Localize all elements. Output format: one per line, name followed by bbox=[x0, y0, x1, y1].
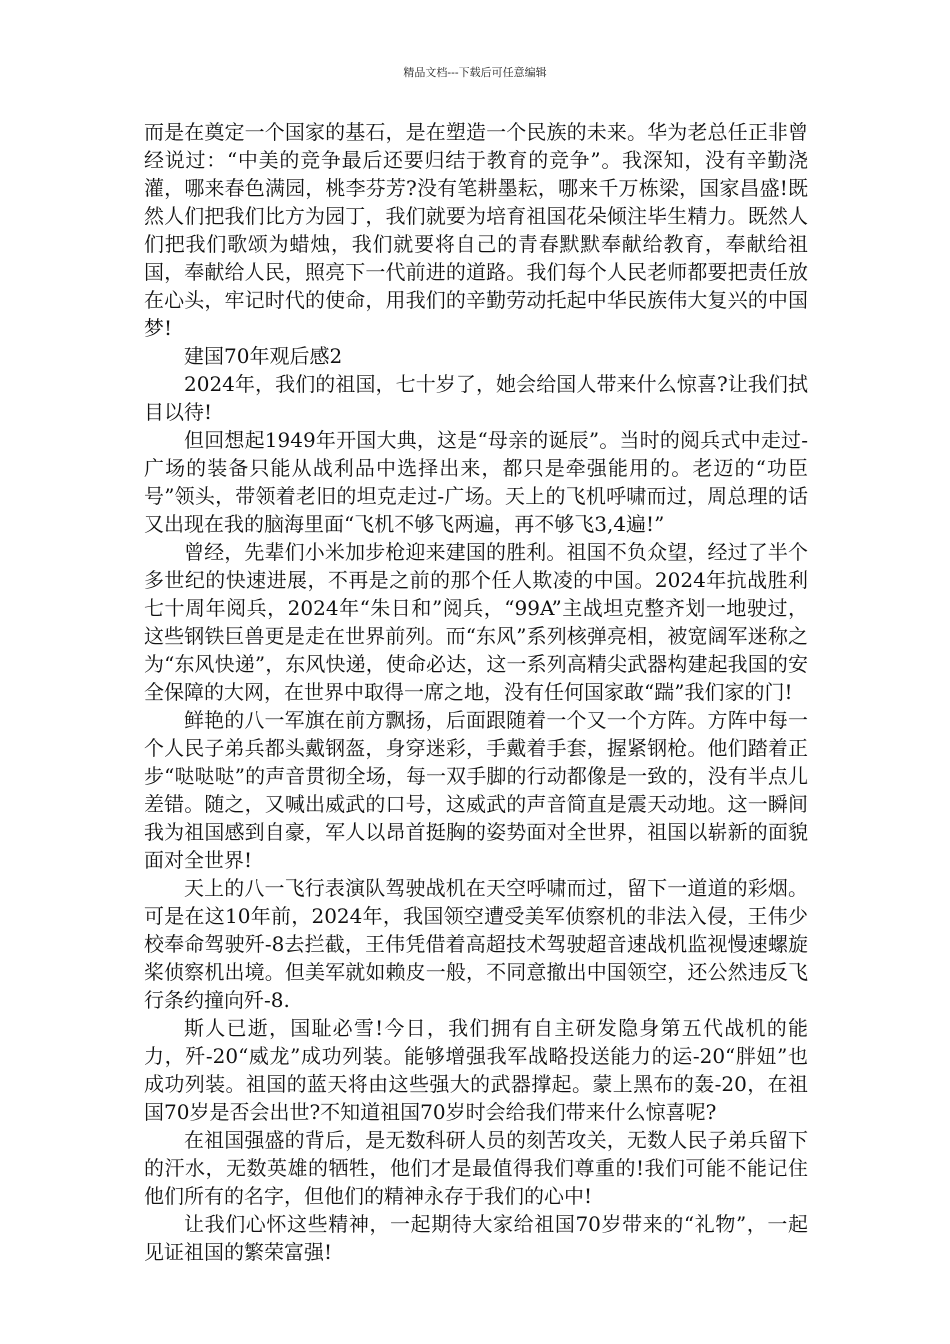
paragraph: 斯人已逝，国耻必雪!今日，我们拥有自主研发隐身第五代战机的能力，歼-20“威龙”成功列装。能够增强我军战略投送能力的运-20“胖妞”也成功列装。祖国的蓝天将由这些强大的武器撑起。蒙上黑布的轰-20，在祖国70岁是否会出世?不知道祖国70岁时会给我们带来什么惊喜呢? bbox=[144, 1016, 808, 1124]
paragraph: 鲜艳的八一军旗在前方飘扬，后面跟随着一个又一个方阵。方阵中每一个人民子弟兵都头戴钢盔，身穿迷彩，手戴着手套，握紧钢枪。他们踏着正步“哒哒哒”的声音贯彻全场，每一双手脚的行动都像是一致的，没有半点儿差错。随之，又喊出威武的口号，这威武的声音简直是震天动地。这一瞬间我为祖国感到自豪，军人以昂首挺胸的姿势面对全世界，祖国以崭新的面貌面对全世界! bbox=[144, 708, 808, 872]
paragraph: 让我们心怀这些精神，一起期待大家给祖国70岁带来的“礼物”，一起见证祖国的繁荣富强! bbox=[144, 1212, 808, 1264]
paragraph: 但回想起1949年开国大典，这是“母亲的诞辰”。当时的阅兵式中走过-广场的装备只能从战利品中选择出来，都只是牵强能用的。老迈的“功臣号”领头，带领着老旧的坦克走过-广场。天上的飞机呼啸而过，周总理的话又出现在我的脑海里面“飞机不够飞两遍，再不够飞3,4遍!” bbox=[144, 428, 808, 536]
section-heading: 建国70年观后感2 bbox=[184, 344, 343, 368]
paragraph: 2024年，我们的祖国，七十岁了，她会给国人带来什么惊喜?让我们拭目以待! bbox=[144, 372, 808, 424]
page-header: 精品文档---下载后可任意编辑 bbox=[403, 66, 547, 79]
document-body bbox=[144, 118, 808, 1266]
paragraph: 天上的八一飞行表演队驾驶战机在天空呼啸而过，留下一道道的彩烟。可是在这10年前，2024年，我国领空遭受美军侦察机的非法入侵，王伟少校奉命驾驶歼-8去拦截，王伟凭借着高超技术驾驶超音速战机监视慢速螺旋桨侦察机出境。但美军就如赖皮一般，不同意撤出中国领空，还公然违反飞行条约撞向歼-8. bbox=[144, 876, 808, 1012]
paragraph: 曾经，先辈们小米加步枪迎来建国的胜利。祖国不负众望，经过了半个多世纪的快速进展，不再是之前的那个任人欺凌的中国。2024年抗战胜利七十周年阅兵，2024年“朱日和”阅兵，“99A”主战坦克整齐划一地驶过，这些钢铁巨兽更是走在世界前列。而“东风”系列核弹亮相，被宽阔军迷称之为“东风快递”，东风快递，使命必达，这一系列高精尖武器构建起我国的安全保障的大网，在世界中取得一席之地，没有任何国家敢“踹”我们家的门! bbox=[144, 540, 808, 704]
paragraph-continuation: 而是在奠定一个国家的基石，是在塑造一个民族的未来。华为老总任正非曾经说过：“中美的竞争最后还要归结于教育的竞争”。我深知，没有辛勤浇灌，哪来春色满园，桃李芬芳?没有笔耕墨耘，哪来千万栋梁，国家昌盛!既然人们把我们比方为园丁，我们就要为培育祖国花朵倾注毕生精力。既然人们把我们歌颂为蜡烛，我们就要将自己的青春默默奉献给教育，奉献给祖国，奉献给人民，照亮下一代前进的道路。我们每个人民老师都要把责任放在心头，牢记时代的使命，用我们的辛勤劳动托起中华民族伟大复兴的中国梦! bbox=[144, 120, 808, 340]
paragraph: 在祖国强盛的背后，是无数科研人员的刻苦攻关，无数人民子弟兵留下的汗水，无数英雄的牺牲，他们才是最值得我们尊重的!我们可能不能记住他们所有的名字，但他们的精神永存于我们的心中! bbox=[144, 1128, 808, 1208]
